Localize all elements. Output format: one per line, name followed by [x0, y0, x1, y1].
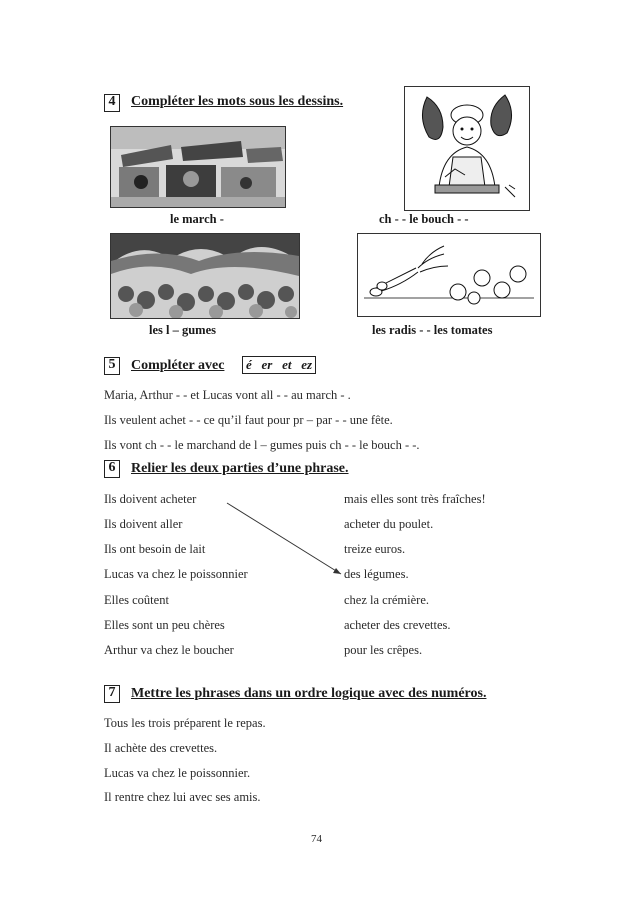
ordering-sentence-3: Lucas va chez le poissonnier. — [104, 766, 251, 780]
right-phrase-4: des légumes. — [344, 567, 409, 581]
exercise-7-title: Mettre les phrases dans un ordre logique avec des numéros. — [131, 686, 487, 701]
right-phrase-2: acheter du poulet. — [344, 517, 434, 531]
left-phrase-6: Elles sont un peu chères — [104, 618, 225, 632]
exercise-4-number: 4 — [104, 94, 120, 112]
exercise-6-number: 6 — [104, 460, 120, 478]
caption-butcher: ch - - le bouch - - — [379, 212, 469, 226]
right-phrase-3: treize euros. — [344, 542, 406, 556]
left-phrase-5: Elles coûtent — [104, 593, 169, 607]
left-phrase-1: Ils doivent acheter — [104, 492, 197, 506]
ordering-sentence-4: Il rentre chez lui avec ses amis. — [104, 790, 261, 804]
exercise-5-line-3: Ils vont ch - - le marchand de l – gumes puis ch - - le bouch - -. — [104, 438, 420, 452]
left-phrase-2: Ils doivent aller — [104, 517, 183, 531]
caption-market: le march - — [170, 212, 224, 226]
left-phrase-3: Ils ont besoin de lait — [104, 542, 206, 556]
exercise-5-line-1: Maria, Arthur - - et Lucas vont all - - au march - . — [104, 388, 351, 402]
exercise-5-number: 5 — [104, 357, 120, 375]
exercise-6-title: Relier les deux parties d’une phrase. — [131, 461, 349, 476]
right-phrase-1: mais elles sont très fraîches! — [344, 492, 486, 506]
caption-vegetables: les l – gumes — [149, 323, 217, 337]
left-phrase-7: Arthur va chez le boucher — [104, 643, 234, 657]
suffix-box: é er et ez — [242, 356, 316, 374]
right-phrase-5: chez la crémière. — [344, 593, 430, 607]
right-phrase-6: acheter des crevettes. — [344, 618, 451, 632]
left-phrase-4: Lucas va chez le poissonnier — [104, 567, 248, 581]
ordering-sentence-2: Il achète des crevettes. — [104, 741, 218, 755]
right-phrase-7: pour les crêpes. — [344, 643, 423, 657]
exercise-5-title: Compléter avec — [131, 358, 225, 373]
exercise-5-line-2: Ils veulent achet - - ce qu’il faut pour pr – par - - une fête. — [104, 413, 393, 427]
ordering-sentence-1: Tous les trois préparent le repas. — [104, 716, 266, 730]
exercise-4-title: Compléter les mots sous les dessins. — [131, 94, 344, 109]
exercise-7-number: 7 — [104, 685, 120, 703]
page-number: 74 — [311, 833, 322, 845]
caption-radishes-tomatoes: les radis - - les tomates — [372, 323, 493, 337]
